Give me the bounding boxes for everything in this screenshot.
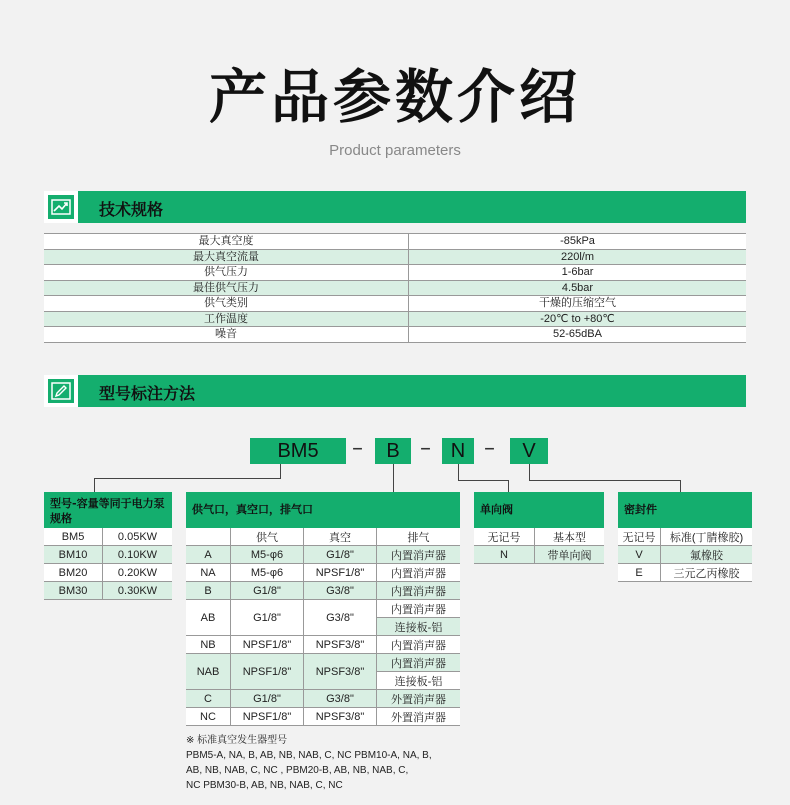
ports-exhaust: 内置消声器 — [377, 582, 461, 600]
connector-line — [458, 480, 508, 481]
ports-supply: G1/8" — [231, 600, 304, 636]
capacity-power: 0.20KW — [103, 564, 173, 582]
ports-column-row — [186, 528, 460, 546]
valve-code: N — [474, 546, 535, 564]
spec-value: 220l/m — [409, 249, 747, 265]
capacity-model: BM30 — [44, 582, 103, 600]
seal-material: 氟橡胶 — [661, 546, 753, 564]
spec-name: 供气压力 — [44, 265, 409, 281]
model-section-label: 型号标注方法 — [99, 384, 196, 403]
ports-exhaust: 外置消声器 — [377, 690, 461, 708]
ports-header: 供气口，真空口，排气口 — [186, 492, 460, 528]
capacity-row — [44, 528, 172, 546]
code-part-valve: N — [442, 438, 474, 464]
capacity-table — [44, 528, 172, 600]
spec-section-label: 技术规格 — [99, 200, 164, 219]
spec-name: 最大真空流量 — [44, 249, 409, 265]
ports-supply: G1/8" — [231, 582, 304, 600]
page-subtitle: Product parameters — [329, 142, 461, 159]
spec-value: 52-65dBA — [409, 327, 747, 343]
model-section-bar — [44, 375, 746, 407]
ports-code: AB — [186, 600, 231, 636]
spec-value: 干燥的压缩空气 — [409, 296, 747, 312]
ports-vacuum: NPSF1/8" — [304, 564, 377, 582]
ports-code: C — [186, 690, 231, 708]
valve-row — [474, 528, 604, 546]
ports-vacuum: NPSF3/8" — [304, 654, 377, 690]
ports-row — [186, 546, 460, 564]
seal-row — [618, 546, 752, 564]
ports-vacuum: G3/8" — [304, 582, 377, 600]
connector-line — [680, 480, 681, 492]
capacity-model: BM20 — [44, 564, 103, 582]
note-line: PBM5-A, NA, B, AB, NB, NAB, C, NC PBM10-A, NA, B, — [186, 750, 432, 761]
ports-row — [186, 600, 460, 618]
capacity-power: 0.10KW — [103, 546, 173, 564]
spec-row — [44, 327, 746, 343]
spec-name: 工作温度 — [44, 311, 409, 327]
connector-line — [508, 480, 509, 492]
spec-row — [44, 234, 746, 250]
ports-exhaust: 连接板-铝 — [377, 672, 461, 690]
ports-row — [186, 654, 460, 672]
chart-trend-icon — [44, 191, 78, 223]
code-dash-2: – — [420, 436, 431, 461]
spec-value: -20℃ to +80℃ — [409, 311, 747, 327]
ports-vacuum: G3/8" — [304, 690, 377, 708]
spec-value: -85kPa — [409, 234, 747, 250]
ports-row — [186, 708, 460, 726]
ports-exhaust: 内置消声器 — [377, 546, 461, 564]
spec-name: 噪音 — [44, 327, 409, 343]
spec-section-bar — [44, 191, 746, 223]
connector-line — [94, 478, 95, 492]
note-line: NC PBM30-B, AB, NB, NAB, C, NC — [186, 780, 343, 791]
pencil-icon — [44, 375, 78, 407]
code-part-ports: B — [375, 438, 411, 464]
spec-row — [44, 249, 746, 265]
ports-code: NA — [186, 564, 231, 582]
spec-value: 4.5bar — [409, 280, 747, 296]
spec-value: 1-6bar — [409, 265, 747, 281]
spec-table — [44, 233, 746, 343]
spec-name: 供气类别 — [44, 296, 409, 312]
connector-line — [280, 464, 281, 479]
ports-exhaust: 内置消声器 — [377, 654, 461, 672]
ports-exhaust: 内置消声器 — [377, 600, 461, 618]
connector-line — [529, 480, 680, 481]
code-dash-1: – — [352, 436, 363, 461]
spec-row — [44, 265, 746, 281]
ports-vacuum: NPSF3/8" — [304, 708, 377, 726]
capacity-row — [44, 564, 172, 582]
valve-row — [474, 546, 604, 564]
ports-exhaust: 内置消声器 — [377, 636, 461, 654]
seal-material: 三元乙丙橡胶 — [661, 564, 753, 582]
ports-code: NAB — [186, 654, 231, 690]
capacity-model: BM5 — [44, 528, 103, 546]
page-title: 产品参数介绍 — [208, 63, 581, 131]
ports-code: NB — [186, 636, 231, 654]
capacity-header: 型号-容量等同于电力泵规格 — [44, 492, 172, 528]
code-part-seal: V — [510, 438, 548, 464]
ports-row — [186, 564, 460, 582]
seal-code: E — [618, 564, 661, 582]
capacity-row — [44, 582, 172, 600]
valve-desc: 基本型 — [535, 528, 605, 546]
connector-line — [458, 464, 459, 480]
valve-table — [474, 528, 604, 564]
note-line: AB, NB, NAB, C, NC , PBM20-B, AB, NB, NAB, C, — [186, 765, 409, 776]
ports-supply: NPSF1/8" — [231, 654, 304, 690]
ports-supply: M5-φ6 — [231, 546, 304, 564]
ports-column-header — [186, 528, 231, 546]
note-line: ※ 标准真空发生器型号 — [186, 735, 288, 746]
capacity-model: BM10 — [44, 546, 103, 564]
seal-code: V — [618, 546, 661, 564]
valve-desc: 带单向阀 — [535, 546, 605, 564]
ports-code: NC — [186, 708, 231, 726]
connector-line — [94, 478, 280, 479]
ports-vacuum: NPSF3/8" — [304, 636, 377, 654]
ports-supply: NPSF1/8" — [231, 636, 304, 654]
spec-row — [44, 296, 746, 312]
ports-column-header: 供气 — [231, 528, 304, 546]
valve-code: 无记号 — [474, 528, 535, 546]
ports-exhaust: 外置消声器 — [377, 708, 461, 726]
ports-row — [186, 690, 460, 708]
seal-header: 密封件 — [618, 492, 752, 528]
capacity-power: 0.30KW — [103, 582, 173, 600]
ports-supply: NPSF1/8" — [231, 708, 304, 726]
code-part-capacity: BM5 — [250, 438, 346, 464]
seal-row — [618, 564, 752, 582]
connector-line — [393, 464, 394, 492]
seal-code: 无记号 — [618, 528, 661, 546]
spec-name: 最大真空度 — [44, 234, 409, 250]
ports-code: B — [186, 582, 231, 600]
capacity-power: 0.05KW — [103, 528, 173, 546]
spec-row — [44, 280, 746, 296]
model-notes — [186, 733, 486, 793]
ports-table — [186, 528, 460, 726]
ports-row — [186, 582, 460, 600]
ports-row — [186, 636, 460, 654]
ports-exhaust: 内置消声器 — [377, 564, 461, 582]
seal-table — [618, 528, 752, 582]
spec-name: 最佳供气压力 — [44, 280, 409, 296]
ports-column-header: 真空 — [304, 528, 377, 546]
ports-vacuum: G1/8" — [304, 546, 377, 564]
ports-supply: G1/8" — [231, 690, 304, 708]
seal-row — [618, 528, 752, 546]
ports-supply: M5-φ6 — [231, 564, 304, 582]
capacity-row — [44, 546, 172, 564]
connector-line — [529, 464, 530, 480]
ports-vacuum: G3/8" — [304, 600, 377, 636]
valve-header: 单向阀 — [474, 492, 604, 528]
seal-material: 标准(丁腈橡胶) — [661, 528, 753, 546]
spec-row — [44, 311, 746, 327]
code-dash-3: – — [484, 436, 495, 461]
ports-code: A — [186, 546, 231, 564]
ports-exhaust: 连接板-铝 — [377, 618, 461, 636]
ports-column-header: 排气 — [377, 528, 461, 546]
